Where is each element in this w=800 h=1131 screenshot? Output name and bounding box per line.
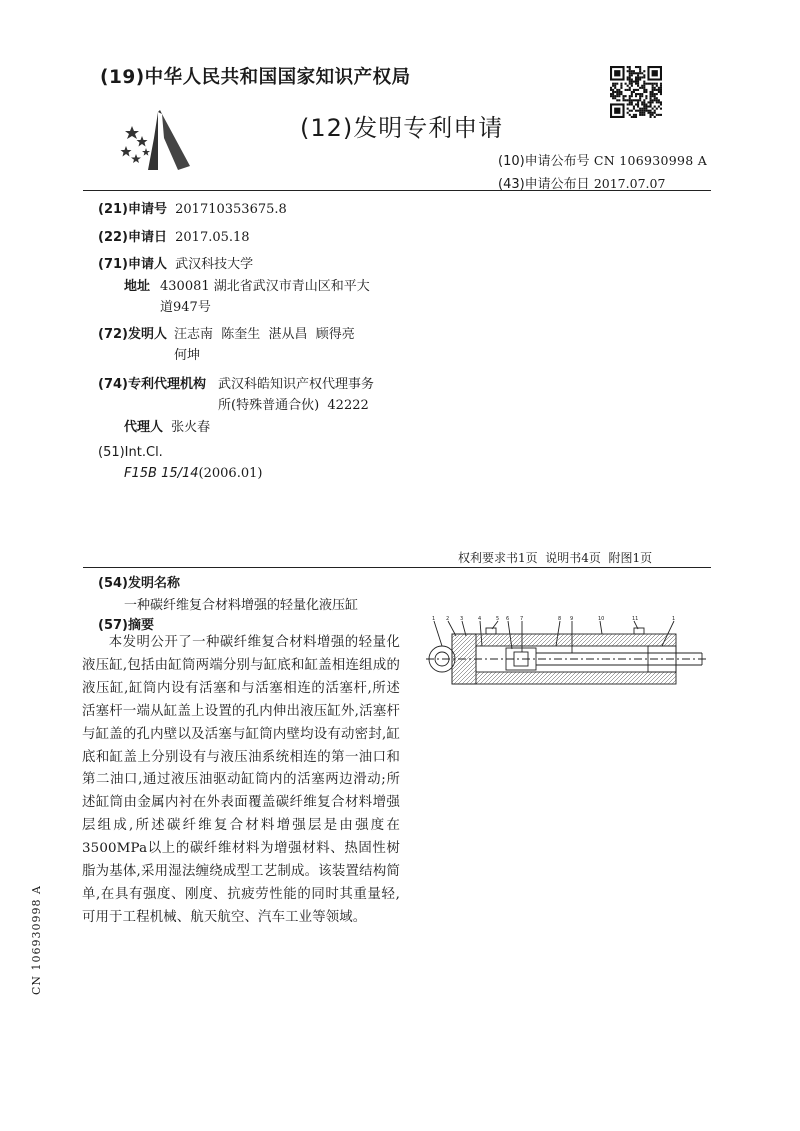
figure-part-label: 1 [432,616,436,622]
title-label: (54)发明名称 [98,576,180,591]
agent [124,416,210,435]
application-date [98,226,250,245]
pub-no-label: (10)申请公布号 [498,154,590,169]
inventors-line-2: 何坤 [174,348,201,363]
figure-part-label: 11 [632,616,639,622]
inventor-label: (72)发明人 [98,327,167,342]
figure-part-label: 10 [598,616,605,622]
address-label: 地址 [124,279,151,294]
figure-part-label: 1 [672,616,676,622]
agent-label: 代理人 [124,420,164,435]
abstract-text: 本发明公开了一种碳纤维复合材料增强的轻量化液压缸,包括由缸筒两端分别与缸底和缸盖相连组成的液压缸,缸筒内设有活塞和与活塞相连的活塞杆,所述活塞杆一端从缸盖上设置的孔内伸出液压缸外,活塞杆与缸盖的孔内壁以及活塞与缸筒内壁均设有动密封,缸底和缸盖上分别设有与液压油系统相连的第一油口和第二油口,通过液压油驱动缸筒内的活塞两边滑动;所述缸筒由金属内衬在外表面覆盖碳纤维复合材料增强层组成,所述碳纤维复合材料增强层是由强度在3500MPa以上的碳纤维材料为增强材料、热固性树脂为基体,采用湿法缠绕成型工艺制成。该装置结构简单,在具有强度、刚度、抗疲劳性能的同时其重量轻,可用于工程机械、航天航空、汽车工业等领域。 [82,635,400,925]
intcl-label: (51)Int.Cl. [98,445,163,460]
cnipa-emblem-icon [118,108,200,174]
applicant-value: 武汉科技大学 [175,257,254,272]
figure-part-label: 7 [520,616,524,622]
address-line-1: 430081 湖北省武汉市青山区和平大 [160,279,370,294]
agency-line-1: 武汉科皓知识产权代理事务 [218,377,375,392]
hydraulic-cylinder-figure [422,612,712,712]
pub-date-label: (43)申请公布日 [498,177,590,192]
inventors-line-1: 汪志南 陈奎生 湛从昌 顾得亮 [174,327,355,342]
figure-part-label: 9 [570,616,574,622]
intcl-classification [124,466,262,481]
page-counts: 权利要求书1页 说明书4页 附图1页 [458,551,653,565]
document-type-title: (12)发明专利申请 [300,114,504,142]
abstract-label: (57)摘要 [98,618,154,633]
office-name: (19)中华人民共和国国家知识产权局 [100,67,411,88]
app-no-value: 201710353675.8 [175,202,287,217]
publication-number [498,150,707,169]
pub-no-value: CN 106930998 A [593,153,708,168]
app-date-value: 2017.05.18 [175,230,250,245]
figure-part-label: 3 [460,616,464,622]
intcl-version: (2006.01) [198,466,263,481]
applicant-label: (71)申请人 [98,257,167,272]
applicant [98,253,253,272]
agent-value: 张火春 [171,420,211,435]
intcl-code: F15B 15/14 [124,466,199,481]
figure-part-label: 6 [506,616,510,622]
pub-date-value: 2017.07.07 [593,176,666,191]
address-line-2: 道947号 [160,300,211,315]
figure-part-label: 5 [496,616,500,622]
header-divider [83,190,711,191]
application-number [98,198,287,217]
app-date-label: (22)申请日 [98,230,167,245]
page-counts-divider [83,567,711,568]
qr-code-icon [610,66,662,118]
app-no-label: (21)申请号 [98,202,167,217]
agency-line-2: 所(特殊普通合伙) 42222 [218,398,369,413]
figure-part-label: 4 [478,616,482,622]
side-publication-code: CN 106930998 A [30,885,43,995]
invention-title: 一种碳纤维复合材料增强的轻量化液压缸 [124,598,359,613]
agency-label: (74)专利代理机构 [98,377,206,392]
figure-part-label: 8 [558,616,562,622]
figure-part-label: 2 [446,616,450,622]
